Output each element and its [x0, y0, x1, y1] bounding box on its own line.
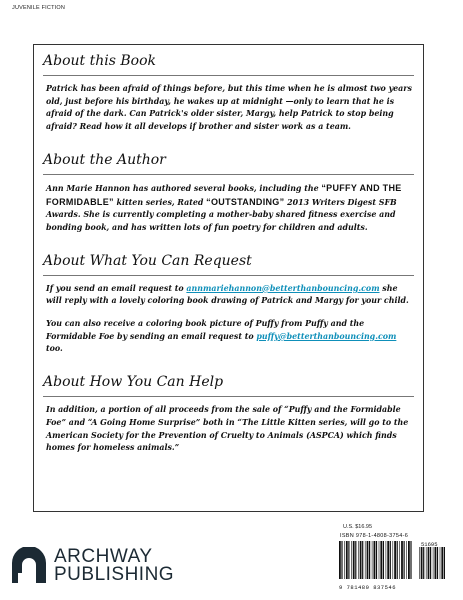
barcode-bar [353, 541, 355, 579]
section-paragraph [46, 83, 414, 134]
text-run: 2013 Writers Digest SFB Awards. She is currently completing a mother-baby shared fitness exercise and bonding book, and has written lots of fun poetry for children and adults. [46, 197, 397, 232]
section-paragraph [46, 182, 414, 235]
barcode-bar [367, 541, 369, 579]
text-run: kitten series, Rated [113, 197, 207, 207]
addon-code: 51695 [421, 541, 438, 548]
barcode-bar [351, 541, 352, 579]
barcode-bar [380, 541, 382, 579]
barcode-bar [410, 541, 411, 579]
text-run: In addition, a portion of all proceeds from the sale of “Puffy and the Formidable Foe” and “A Going Home Surprise” both in “The Little Kitten series, will go to the American Society for the Prevention of Cruelty to Animals (ASPCA) which finds homes for homeless animals.” [46, 405, 409, 453]
section-title: About the Author [43, 144, 414, 175]
barcode-bar [348, 541, 349, 579]
barcode-bar [339, 541, 341, 579]
text-run: If you send an email request to [46, 283, 187, 293]
publisher-name-line2: PUBLISHING [54, 564, 175, 585]
text-run: Patrick has been afraid of things before, but this time when he is almost two years old, just before his birthday, he wakes up at midnight —only to learn that he is afraid of the dark. Can Patrick's older sister, Margy, help Patrick to stop being afraid? Read how it all develops if brother and sister work as a team. [46, 84, 412, 132]
publisher-name-line1: ARCHWAY [54, 546, 153, 567]
barcode-bar [428, 547, 430, 579]
barcode-bar [430, 547, 431, 579]
isbn-barcode [337, 533, 449, 591]
barcode-bar [426, 547, 427, 579]
barcode-bar [379, 541, 380, 579]
barcode-bar [360, 541, 362, 579]
text-run: “PUFFY AND THE FORMIDABLE” [46, 182, 402, 207]
text-run: too. [46, 344, 63, 354]
barcode-bar [344, 541, 345, 579]
section-title: About How You Can Help [43, 366, 414, 397]
category-label: JUVENILE FICTION [12, 5, 66, 11]
barcode-bar [365, 541, 366, 579]
barcode-bar [435, 547, 437, 579]
barcode-bar [437, 547, 438, 579]
barcode-bar [440, 547, 441, 579]
barcode-bar [386, 541, 387, 579]
barcode-bar [399, 541, 400, 579]
archway-mark-icon [10, 547, 48, 585]
isbn-text: ISBN 978-1-4808-3754-6 [340, 533, 409, 539]
barcode-bar [372, 541, 373, 579]
barcode-bar [355, 541, 356, 579]
barcode-bar [441, 547, 443, 579]
barcode-bar [393, 541, 394, 579]
back-cover-text-panel [33, 44, 424, 512]
section-title: About this Book [43, 45, 414, 76]
barcode-bar [401, 541, 403, 579]
section-paragraph [46, 404, 414, 455]
text-run: You can also receive a coloring book picture of Puffy from Puffy and the Formidable Foe by sending an email request to [46, 319, 365, 341]
barcode-digits: 9 781480 837546 [339, 584, 397, 591]
barcode-bar [358, 541, 359, 579]
barcode-bar [419, 547, 420, 579]
barcode-bar [376, 541, 377, 579]
text-run: Ann Marie Hannon has authored several books, including the [46, 183, 322, 193]
barcode-bar [444, 547, 445, 579]
barcode-bar [362, 541, 363, 579]
barcode-bar [404, 541, 405, 579]
section-paragraph [46, 283, 414, 308]
barcode-graphic [337, 540, 449, 580]
barcode-bar [369, 541, 370, 579]
barcode-bar [346, 541, 348, 579]
email-link[interactable]: puffy@betterthanbouncing.com [256, 331, 397, 341]
text-run: she will reply with a lovely coloring book drawing of Patrick and Margy for your child. [46, 283, 409, 306]
price-label: U.S. $16.95 [343, 524, 373, 530]
email-link[interactable]: annmariehannon@betterthanbouncing.com [186, 283, 380, 293]
barcode-bar [397, 541, 398, 579]
barcode-bar [423, 547, 424, 579]
barcode-bar [390, 541, 391, 579]
barcode-bar [406, 541, 407, 579]
barcode-bar [374, 541, 376, 579]
text-run: “OUTSTANDING” [206, 196, 285, 207]
section-title: About What You Can Request [43, 245, 414, 276]
barcode-bar [421, 547, 423, 579]
barcode-bar [387, 541, 389, 579]
section-paragraph [46, 318, 414, 356]
barcode-bar [433, 547, 434, 579]
barcode-bar [341, 541, 342, 579]
barcode-bar [408, 541, 410, 579]
barcode-bar [394, 541, 396, 579]
barcode-bar [383, 541, 384, 579]
publisher-logo [10, 547, 174, 585]
